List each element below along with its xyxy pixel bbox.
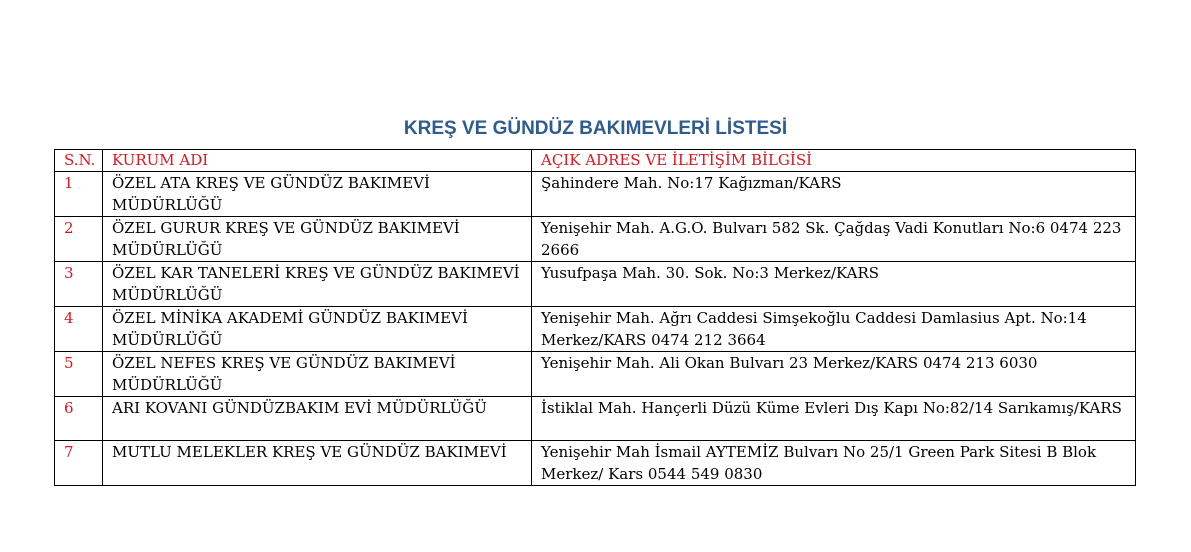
row-address: Yenişehir Mah. Ağrı Caddesi Simşekoğlu Caddesi Damlasius Apt. No:14 Merkez/KARS 0474 212 3664 — [532, 307, 1136, 352]
row-sn: 3 — [55, 262, 103, 307]
row-institution-name: ÖZEL KAR TANELERİ KREŞ VE GÜNDÜZ BAKIMEVİ MÜDÜRLÜĞÜ — [103, 262, 532, 307]
row-sn: 2 — [55, 217, 103, 262]
row-institution-name: ÖZEL NEFES KREŞ VE GÜNDÜZ BAKIMEVİ MÜDÜRLÜĞÜ — [103, 352, 532, 397]
table-row — [55, 262, 1136, 307]
header-sn: S.N. — [55, 150, 103, 172]
row-address: Şahindere Mah. No:17 Kağızman/KARS — [532, 172, 1136, 217]
table-header-row — [55, 150, 1136, 172]
row-sn: 5 — [55, 352, 103, 397]
row-address: Yenişehir Mah İsmail AYTEMİZ Bulvarı No 25/1 Green Park Sitesi B Blok Merkez/ Kars 0544 549 0830 — [532, 441, 1136, 486]
header-institution-name: KURUM ADI — [103, 150, 532, 172]
kindergarten-list-table — [54, 149, 1136, 486]
row-institution-name: ÖZEL ATA KREŞ VE GÜNDÜZ BAKIMEVİ MÜDÜRLÜĞÜ — [103, 172, 532, 217]
row-sn: 7 — [55, 441, 103, 486]
row-institution-name: ÖZEL MİNİKA AKADEMİ GÜNDÜZ BAKIMEVİ MÜDÜRLÜĞÜ — [103, 307, 532, 352]
table-row — [55, 307, 1136, 352]
header-address-contact: AÇIK ADRES VE İLETİŞİM BİLGİSİ — [532, 150, 1136, 172]
row-address: Yusufpaşa Mah. 30. Sok. No:3 Merkez/KARS — [532, 262, 1136, 307]
table-row — [55, 397, 1136, 441]
table-row — [55, 217, 1136, 262]
document-title: KREŞ VE GÜNDÜZ BAKIMEVLERİ LİSTESİ — [403, 118, 788, 139]
row-sn: 1 — [55, 172, 103, 217]
row-address: Yenişehir Mah. Ali Okan Bulvarı 23 Merkez/KARS 0474 213 6030 — [532, 352, 1136, 397]
row-sn: 4 — [55, 307, 103, 352]
row-address: İstiklal Mah. Hançerli Düzü Küme Evleri Dış Kapı No:82/14 Sarıkamış/KARS — [532, 397, 1136, 441]
row-sn: 6 — [55, 397, 103, 441]
table-row — [55, 172, 1136, 217]
row-address: Yenişehir Mah. A.G.O. Bulvarı 582 Sk. Çağdaş Vadi Konutları No:6 0474 223 2666 — [532, 217, 1136, 262]
table-row — [55, 441, 1136, 486]
row-institution-name: MUTLU MELEKLER KREŞ VE GÜNDÜZ BAKIMEVİ — [103, 441, 532, 486]
table-row — [55, 352, 1136, 397]
row-institution-name: ÖZEL GURUR KREŞ VE GÜNDÜZ BAKIMEVİ MÜDÜRLÜĞÜ — [103, 217, 532, 262]
row-institution-name: ARI KOVANI GÜNDÜZBAKIM EVİ MÜDÜRLÜĞÜ — [103, 397, 532, 441]
